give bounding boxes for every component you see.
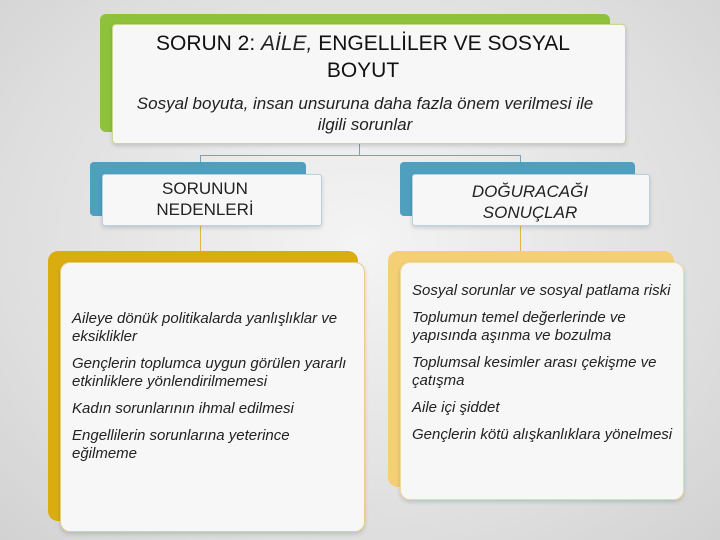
right-header-title: DOĞURACAĞI SONUÇLAR xyxy=(471,182,589,222)
left-header-title: SORUNUN NEDENLERİ xyxy=(156,179,254,219)
page-title xyxy=(118,30,608,84)
title-prefix: SORUN 2: xyxy=(156,32,256,55)
page-subtitle: Sosyal boyuta, insan unsuruna daha fazla önem verilmesi ile ilgili sorunlar xyxy=(136,94,594,134)
connector-vertical-top xyxy=(359,142,360,156)
right-list xyxy=(412,282,680,453)
connector-horizontal xyxy=(200,155,520,156)
list-item: Toplumsal kesimler arası çekişme ve çatışma xyxy=(412,354,657,389)
list-item: Aileye dönük politikalarda yanlışlıklar ve eksiklikler xyxy=(72,310,338,345)
title-emphasis: AİLE, xyxy=(261,32,313,55)
list-item: Gençlerin toplumca uygun görülen yararlı etkinliklere yönlendirilmemesi xyxy=(72,355,347,390)
list-item: Toplumun temel değerlerinde ve yapısında aşınma ve bozulma xyxy=(412,309,626,344)
list-item: Engellilerin sorunlarına yeterince eğilmeme xyxy=(72,427,290,462)
list-item: Aile içi şiddet xyxy=(412,399,500,416)
left-list xyxy=(72,310,357,472)
list-item: Gençlerin kötü alışkanlıklara yönelmesi xyxy=(412,426,673,443)
list-item: Sosyal sorunlar ve sosyal patlama riski xyxy=(412,282,671,299)
list-item: Kadın sorunlarının ihmal edilmesi xyxy=(72,400,294,417)
title-rest: ENGELLİLER VE SOSYAL BOYUT xyxy=(318,32,570,82)
